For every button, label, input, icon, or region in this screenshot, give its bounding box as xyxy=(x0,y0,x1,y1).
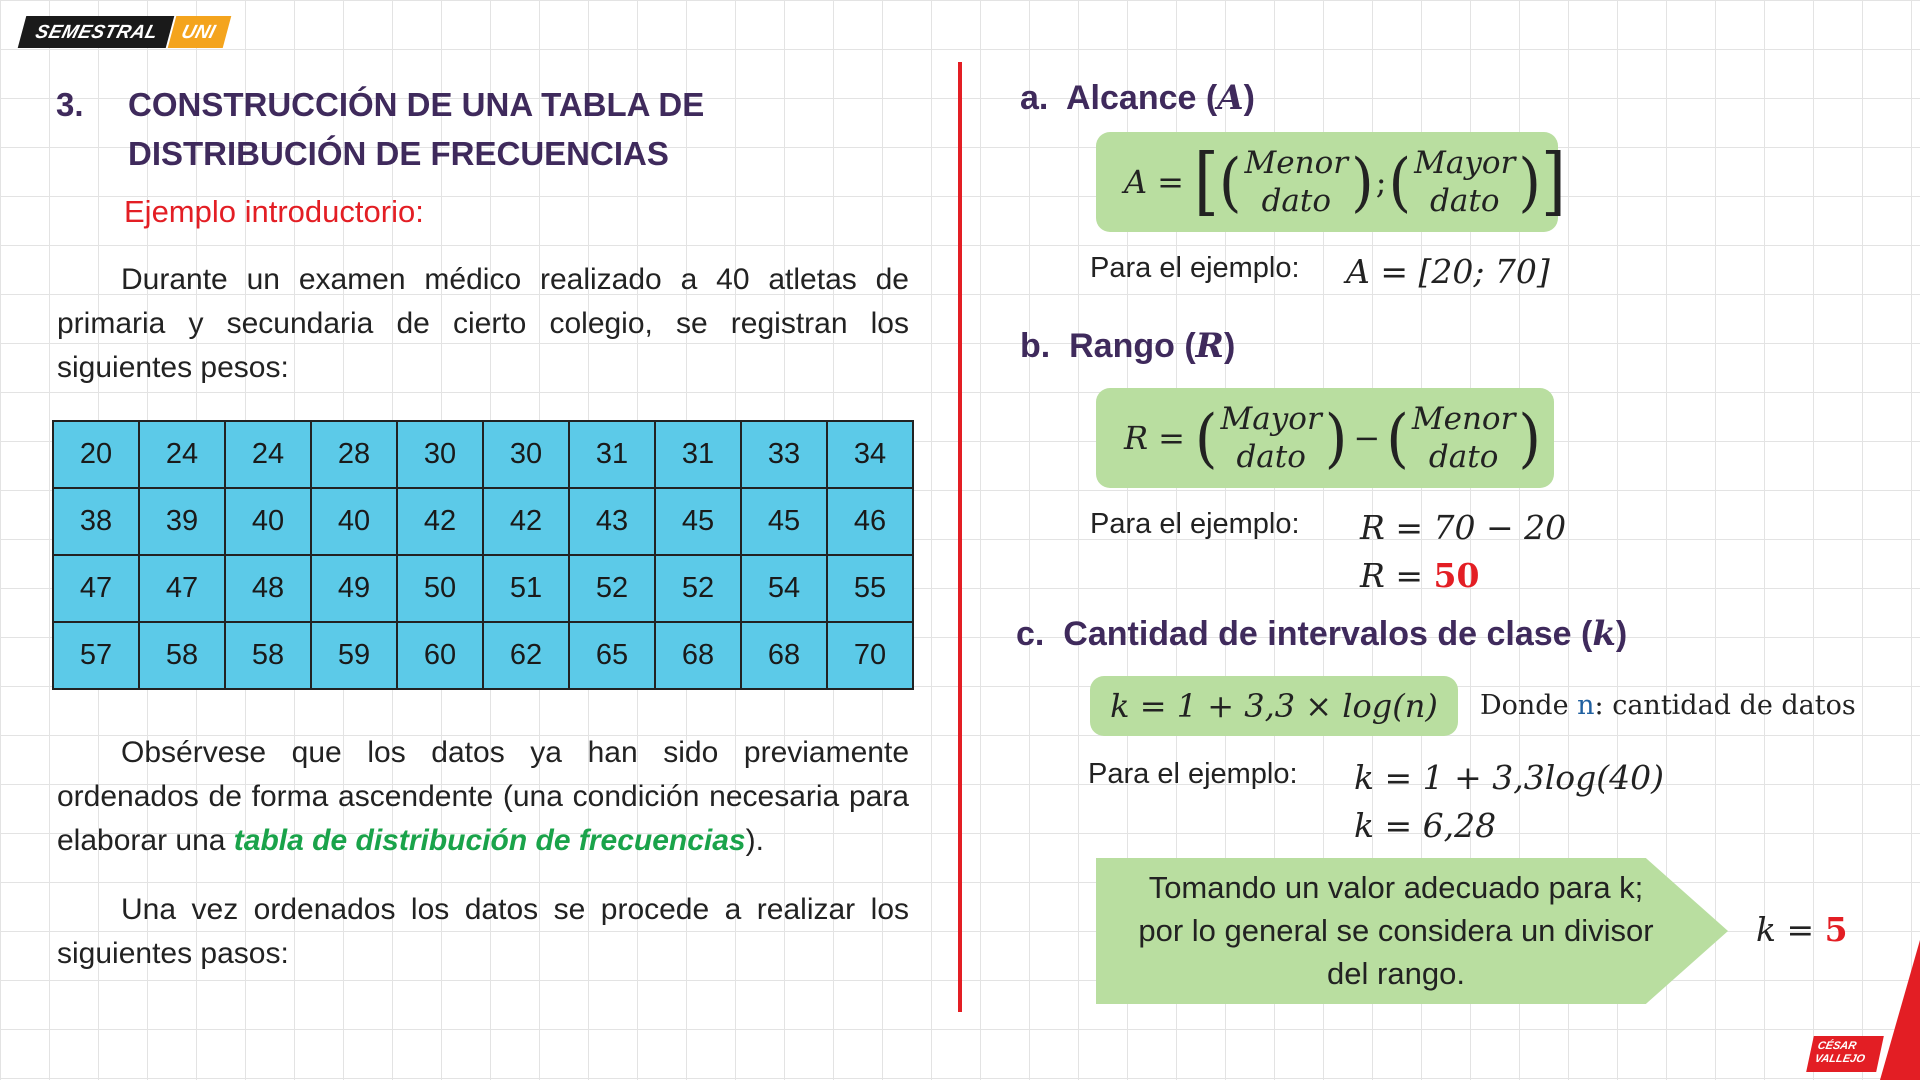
menor-dato-stack xyxy=(1409,400,1519,476)
table-cell: 47 xyxy=(139,555,225,622)
mayor-dato-stack xyxy=(1411,144,1518,220)
table-cell: 52 xyxy=(655,555,741,622)
sturges-formula: k = 1 + 3,3 × log(n) xyxy=(1110,687,1438,725)
alcance-letter: a. xyxy=(1020,79,1049,117)
observe-emphasis: tabla de distribución de frecuencias xyxy=(233,824,746,857)
table-row xyxy=(53,555,913,622)
k-result xyxy=(1756,910,1848,949)
steps-paragraph xyxy=(57,888,909,976)
dato-label: dato xyxy=(1261,183,1332,219)
table-cell: 33 xyxy=(741,421,827,488)
table-cell: 55 xyxy=(827,555,913,622)
left-paren: ( xyxy=(1194,400,1218,476)
left-paren: ( xyxy=(1218,144,1242,220)
rango-example-line2 xyxy=(1360,556,1479,595)
alcance-heading-text: Alcance ( xyxy=(1066,79,1218,117)
table-cell: 42 xyxy=(483,488,569,555)
logo-line1: CÉSAR xyxy=(1816,1040,1858,1052)
alcance-example-label: Para el ejemplo: xyxy=(1090,252,1300,284)
donde-note xyxy=(1480,690,1856,721)
alcance-example-eq: A = [20; 70] xyxy=(1346,252,1550,291)
logo-line2: VALLEJO xyxy=(1813,1053,1867,1065)
table-cell: 51 xyxy=(483,555,569,622)
table-cell: 46 xyxy=(827,488,913,555)
observe-text-after: ). xyxy=(745,824,764,857)
table-cell: 40 xyxy=(311,488,397,555)
table-row xyxy=(53,622,913,689)
weights-table xyxy=(52,420,914,690)
left-paren: ( xyxy=(1386,400,1409,476)
k-result-prefix: k = xyxy=(1756,910,1825,949)
rango-heading-close: ) xyxy=(1223,327,1236,365)
table-cell: 58 xyxy=(139,622,225,689)
donde-prefix: Donde xyxy=(1480,690,1578,721)
intervalos-example-eq2: k = 6,28 xyxy=(1354,806,1497,845)
cesar-vallejo-logo xyxy=(1806,1036,1884,1072)
weights-table-wrap xyxy=(52,420,914,690)
table-cell: 31 xyxy=(655,421,741,488)
observe-text-before: Obsérvese que los datos ya han sido previamente ordenados de forma ascendente (una condición necesaria para elaborar una xyxy=(57,736,909,857)
table-cell: 48 xyxy=(225,555,311,622)
table-row xyxy=(53,421,913,488)
intervalos-letter: c. xyxy=(1016,615,1045,653)
table-cell: 30 xyxy=(397,421,483,488)
table-cell: 24 xyxy=(139,421,225,488)
example-subtitle: Ejemplo introductorio: xyxy=(124,194,424,229)
right-paren: ) xyxy=(1518,144,1542,220)
rango-heading xyxy=(1020,326,1235,366)
table-cell: 58 xyxy=(225,622,311,689)
table-cell: 45 xyxy=(655,488,741,555)
rango-minus: − xyxy=(1353,419,1381,457)
left-paren: ( xyxy=(1388,144,1412,220)
section-number: 3. xyxy=(56,86,84,123)
donde-var: n xyxy=(1577,690,1595,721)
rango-result-value: 50 xyxy=(1433,556,1480,595)
menor-label: Menor xyxy=(1411,401,1516,437)
table-cell: 30 xyxy=(483,421,569,488)
alcance-heading xyxy=(1020,78,1255,118)
dato-label: dato xyxy=(1236,439,1306,475)
table-cell: 60 xyxy=(397,622,483,689)
table-cell: 57 xyxy=(53,622,139,689)
table-cell: 43 xyxy=(569,488,655,555)
rango-example-prefix: R = xyxy=(1360,556,1434,595)
badge-uni: UNI xyxy=(167,16,230,48)
table-cell: 54 xyxy=(741,555,827,622)
menor-dato-stack xyxy=(1242,144,1352,220)
table-cell: 47 xyxy=(53,555,139,622)
table-cell: 59 xyxy=(311,622,397,689)
alcance-example-value xyxy=(1346,252,1550,291)
rango-formula-lhs: R xyxy=(1124,419,1149,457)
dato-label: dato xyxy=(1428,439,1499,475)
table-cell: 62 xyxy=(483,622,569,689)
rango-formula xyxy=(1096,400,1541,476)
table-cell: 38 xyxy=(53,488,139,555)
right-paren: ) xyxy=(1324,400,1348,476)
mayor-label: Mayor xyxy=(1220,401,1322,437)
observe-paragraph xyxy=(57,731,909,863)
section-title-line2: DISTRIBUCIÓN DE FRECUENCIAS xyxy=(128,135,669,172)
alcance-symbol: A xyxy=(1217,78,1244,118)
intervalos-symbol: k xyxy=(1592,614,1616,654)
section-title xyxy=(128,80,704,178)
table-cell: 70 xyxy=(827,622,913,689)
intervalos-heading xyxy=(1016,614,1627,654)
rango-example-label: Para el ejemplo: xyxy=(1090,508,1300,540)
table-cell: 49 xyxy=(311,555,397,622)
table-row xyxy=(53,488,913,555)
intro-text: Durante un examen médico realizado a 40 atletas de primaria y secundaria de cierto colegio, se registran los siguientes pesos: xyxy=(57,263,909,384)
rango-letter: b. xyxy=(1020,327,1051,365)
rango-symbol: R xyxy=(1195,326,1224,366)
table-cell: 68 xyxy=(741,622,827,689)
table-cell: 50 xyxy=(397,555,483,622)
mayor-label: Mayor xyxy=(1414,145,1516,181)
alcance-sep: ; xyxy=(1375,163,1387,201)
intervalos-heading-close: ) xyxy=(1615,615,1628,653)
k-result-value: 5 xyxy=(1824,910,1848,949)
intervalos-example-eq1: k = 1 + 3,3log(40) xyxy=(1354,758,1665,797)
note-line3: del rango. xyxy=(1327,956,1465,991)
right-paren: ) xyxy=(1351,144,1374,220)
note-line2: por lo general se considera un divisor xyxy=(1138,913,1654,948)
intro-paragraph xyxy=(57,258,909,390)
alcance-formula-lhs: A xyxy=(1124,163,1148,201)
note-arrow-text xyxy=(1110,866,1682,995)
intervalos-example-line2 xyxy=(1354,806,1496,845)
note-line1: Tomando un valor adecuado para k; xyxy=(1148,870,1644,905)
steps-text: Una vez ordenados los datos se procede a realizar los siguientes pasos: xyxy=(57,893,909,970)
column-divider xyxy=(958,62,962,1012)
intervalos-example-line1 xyxy=(1354,758,1664,797)
rango-heading-text: Rango ( xyxy=(1069,327,1196,365)
right-paren: ) xyxy=(1518,400,1542,476)
table-cell: 39 xyxy=(139,488,225,555)
table-cell: 42 xyxy=(397,488,483,555)
mayor-dato-stack xyxy=(1218,400,1325,476)
intervalos-example-label: Para el ejemplo: xyxy=(1088,758,1298,790)
rango-formula-box xyxy=(1096,388,1554,488)
right-bracket: ] xyxy=(1541,139,1566,225)
alcance-formula-box xyxy=(1096,132,1566,232)
table-cell: 28 xyxy=(311,421,397,488)
table-cell: 20 xyxy=(53,421,139,488)
rango-example-line1 xyxy=(1360,508,1566,547)
table-cell: 40 xyxy=(225,488,311,555)
table-cell: 34 xyxy=(827,421,913,488)
left-bracket: [ xyxy=(1193,139,1219,225)
badge-semestral: SEMESTRAL xyxy=(18,16,174,48)
rango-formula-eq: = xyxy=(1158,419,1185,457)
intervalos-heading-text: Cantidad de intervalos de clase ( xyxy=(1063,615,1593,653)
corner-accent xyxy=(1880,940,1920,1080)
alcance-heading-close: ) xyxy=(1243,79,1255,117)
table-cell: 65 xyxy=(569,622,655,689)
section-title-line1: CONSTRUCCIÓN DE UNA TABLA DE xyxy=(128,86,705,123)
alcance-formula-eq: = xyxy=(1157,163,1184,201)
table-cell: 45 xyxy=(741,488,827,555)
menor-label: Menor xyxy=(1244,145,1349,181)
alcance-formula xyxy=(1096,139,1566,225)
table-cell: 31 xyxy=(569,421,655,488)
rango-example-eq1: R = 70 − 20 xyxy=(1360,508,1567,547)
table-cell: 24 xyxy=(225,421,311,488)
donde-suffix: : cantidad de datos xyxy=(1594,690,1856,721)
table-cell: 52 xyxy=(569,555,655,622)
sturges-formula-box xyxy=(1090,676,1458,736)
semestral-uni-badge xyxy=(22,16,226,48)
table-cell: 68 xyxy=(655,622,741,689)
dato-label: dato xyxy=(1430,183,1500,219)
